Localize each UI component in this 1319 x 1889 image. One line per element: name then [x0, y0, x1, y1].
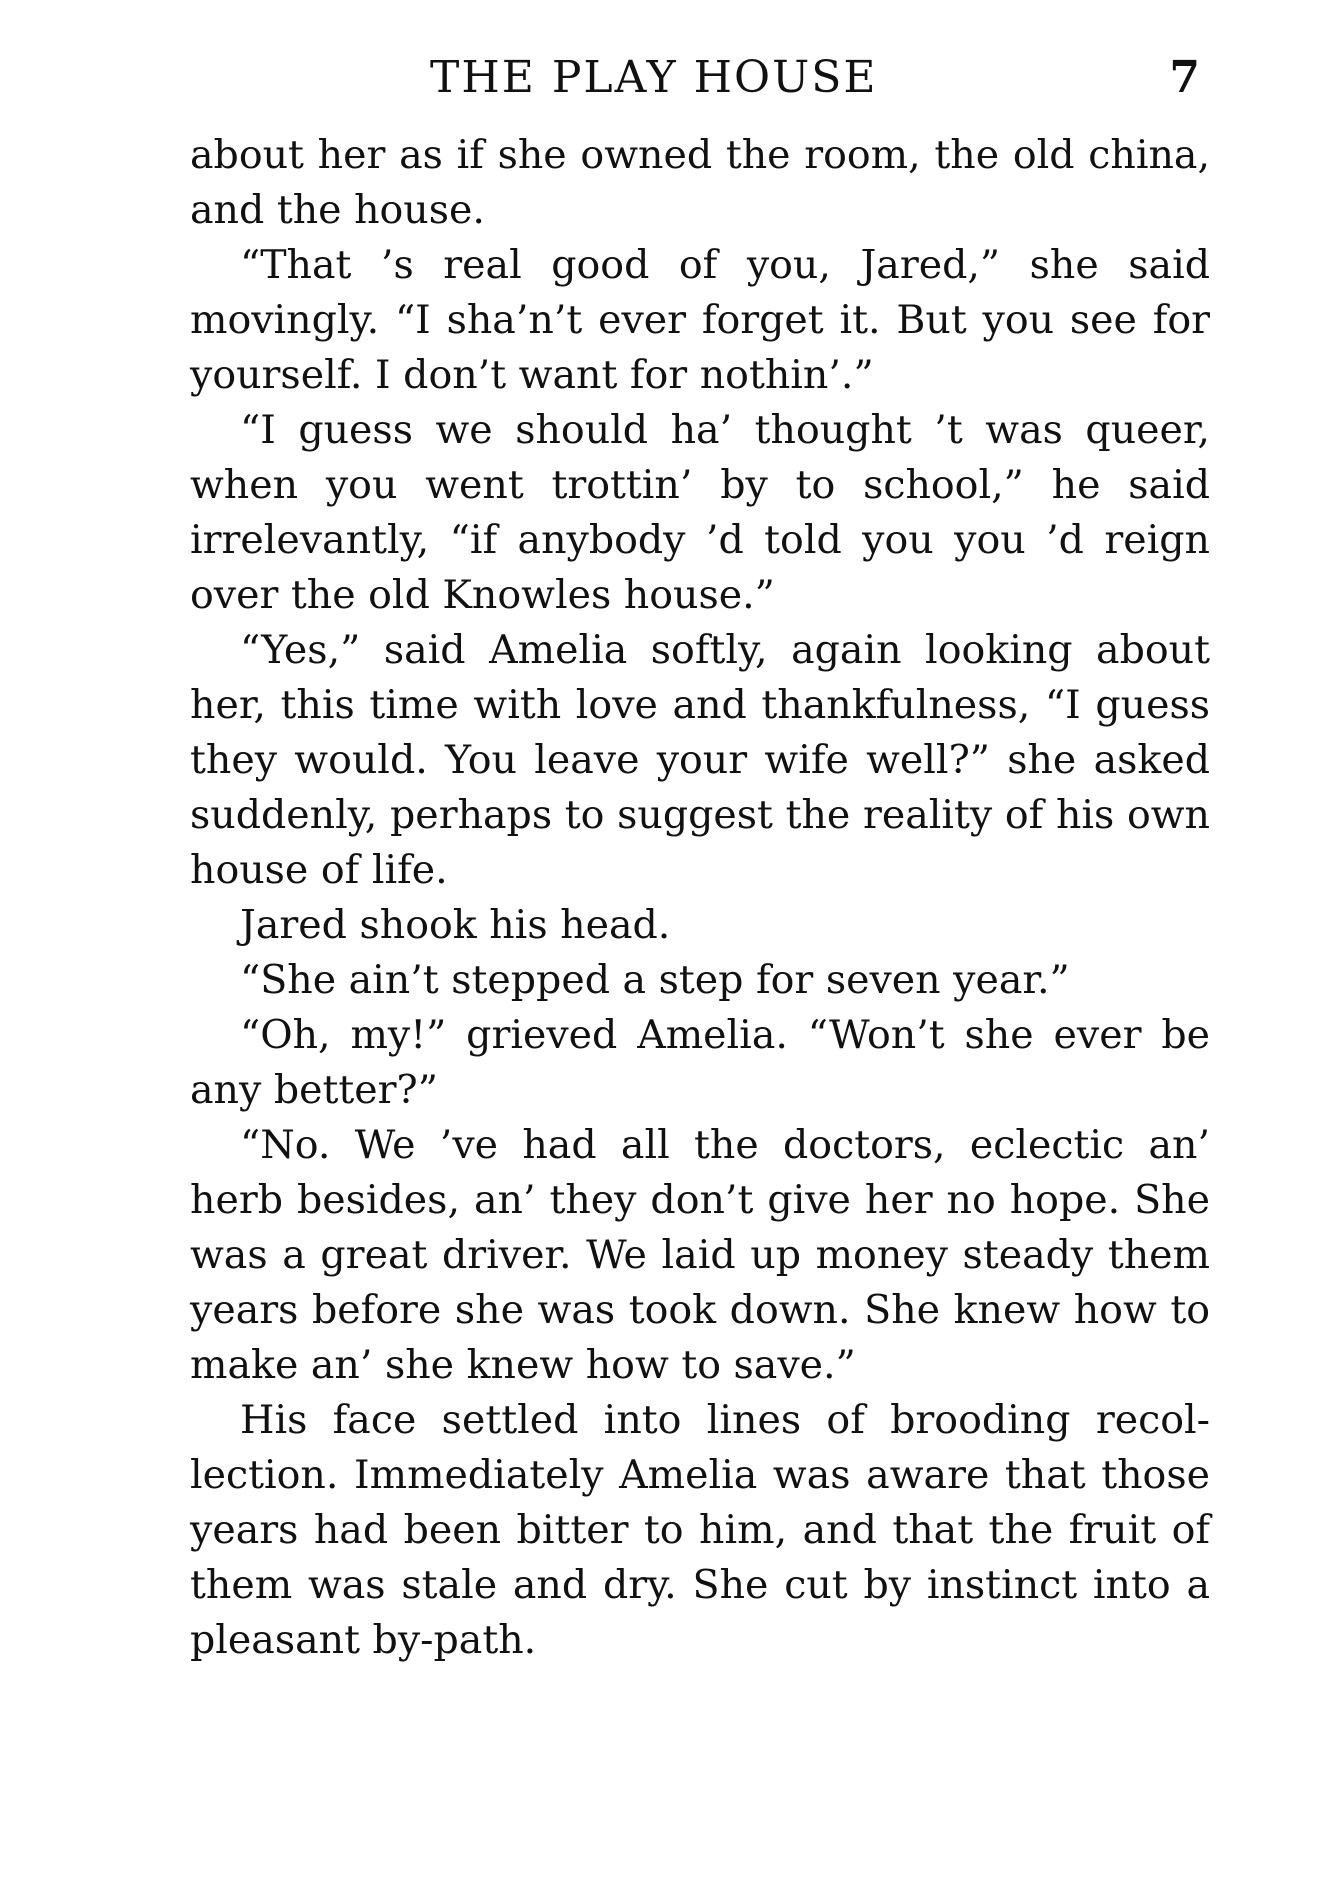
paragraph: “She ain’t stepped a step for seven year.” — [240, 957, 1070, 1003]
running-head — [190, 52, 1210, 112]
paragraph: about her as if she owned the room, the old china, and the house. — [190, 132, 1210, 233]
body-text — [190, 128, 1210, 1668]
page-number: 7 — [1169, 52, 1200, 103]
running-title: THE PLAY HOUSE — [430, 52, 878, 103]
paragraph: Jared shook his head. — [240, 902, 671, 948]
paragraph: “Oh, my!” grieved Amelia. “Won’t she ever be any better?” — [190, 1012, 1210, 1113]
paragraph: “No. We ’ve had all the doctors, eclectic an’ herb besides, an’ they don’t give her no hope. She was a great driver. We laid up money steady them years before she was took down. She knew how to make an’ she knew how to save.” — [190, 1122, 1210, 1388]
paragraph: His face settled into lines of brooding recollection. Immediately Amelia was aware that those years had been bitter to him, and that the fruit of them was stale and dry. She cut by instinct into a pleasant by-path. — [190, 1397, 1210, 1663]
paragraph: “I guess we should ha’ thought ’t was queer, when you went trottin’ by to school,” he said irrelevantly, “if anybody ’d told you you ’d reign over the old Knowles house.” — [190, 407, 1210, 618]
paragraph: “That ’s real good of you, Jared,” she said movingly. “I sha’n’t ever forget it. But you see for yourself. I don’t want for nothin’.” — [190, 242, 1210, 398]
paragraph: “Yes,” said Amelia softly, again looking about her, this time with love and thankfulness, “I guess they would. You leave your wife well?” she asked suddenly, perhaps to suggest the reality of his own house of life. — [190, 627, 1210, 893]
